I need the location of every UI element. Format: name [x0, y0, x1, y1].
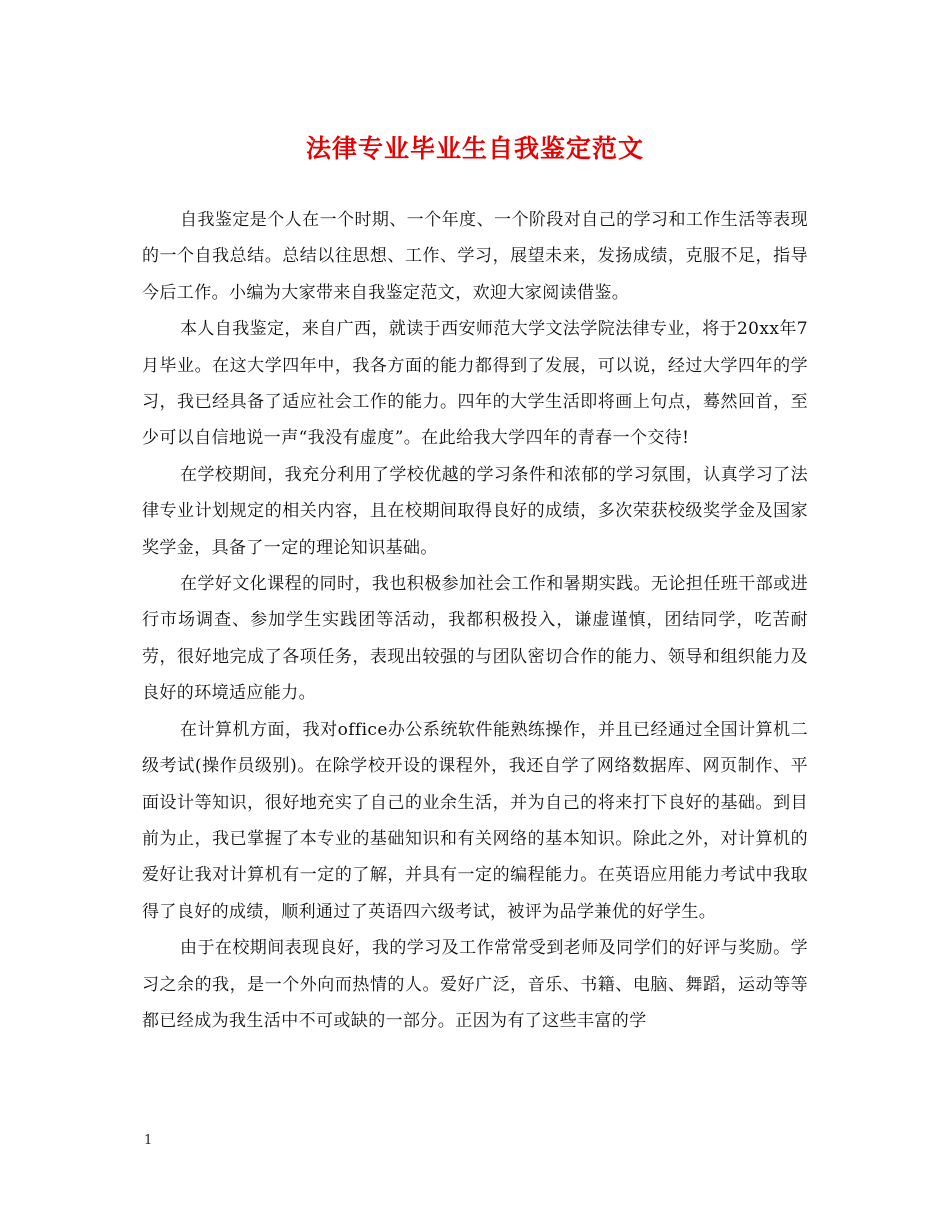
- paragraph-social-practice: 在学好文化课程的同时，我也积极参加社会工作和暑期实践。无论担任班干部或进行市场调查、参加学生实践团等活动，我都积极投入，谦虚谨慎，团结同学，吃苦耐劳，很好地完成了各项任务，表现出较强的与团队密切合作的能力、领导和组织能力及良好的环境适应能力。: [142, 574, 808, 704]
- document-title: 法律专业毕业生自我鉴定范文: [305, 134, 644, 163]
- document-body: [142, 202, 808, 1039]
- paragraph-computer-skills: 在计算机方面，我对office办公系统软件能熟练操作，并且已经通过全国计算机二级考试(操作员级别)。在除学校开设的课程外，我还自学了网络数据库、网页制作、平面设计等知识，很好地充实了自己的业余生活，并为自己的将来打下良好的基础。到目前为止，我已掌握了本专业的基础知识和有关网络的基本知识。除此之外，对计算机的爱好让我对计算机有一定的了解，并具有一定的编程能力。在英语应用能力考试中我取得了良好的成绩，顺利通过了英语四六级考试，被评为品学兼优的好学生。: [142, 719, 808, 922]
- page-number: 1: [144, 1133, 153, 1148]
- paragraph-study: 在学校期间，我充分利用了学校优越的学习条件和浓郁的学习氛围，认真学习了法律专业计划规定的相关内容，且在校期间取得良好的成绩，多次荣获校级奖学金及国家奖学金，具备了一定的理论知识基础。: [142, 464, 808, 558]
- paragraph-self-introduction: 本人自我鉴定，来自广西，就读于西安师范大学文法学院法律专业，将于20xx年7月毕业。在这大学四年中，我各方面的能力都得到了发展，可以说，经过大学四年的学习，我已经具备了适应社会工作的能力。四年的大学生活即将画上句点，蓦然回首，至少可以自信地说一声“我没有虚度”。在此给我大学四年的青春一个交待!: [142, 319, 808, 449]
- paragraph-intro: 自我鉴定是个人在一个时期、一个年度、一个阶段对自己的学习和工作生活等表现的一个自我总结。总结以往思想、工作、学习，展望未来，发扬成绩，克服不足，指导今后工作。小编为大家带来自我鉴定范文，欢迎大家阅读借鉴。: [142, 210, 808, 303]
- paragraph-hobbies: 由于在校期间表现良好，我的学习及工作常常受到老师及同学们的好评与奖励。学习之余的我，是一个外向而热情的人。爱好广泛，音乐、书籍、电脑、舞蹈，运动等等都已经成为我生活中不可或缺的一部分。正因为有了这些丰富的学: [142, 938, 808, 1031]
